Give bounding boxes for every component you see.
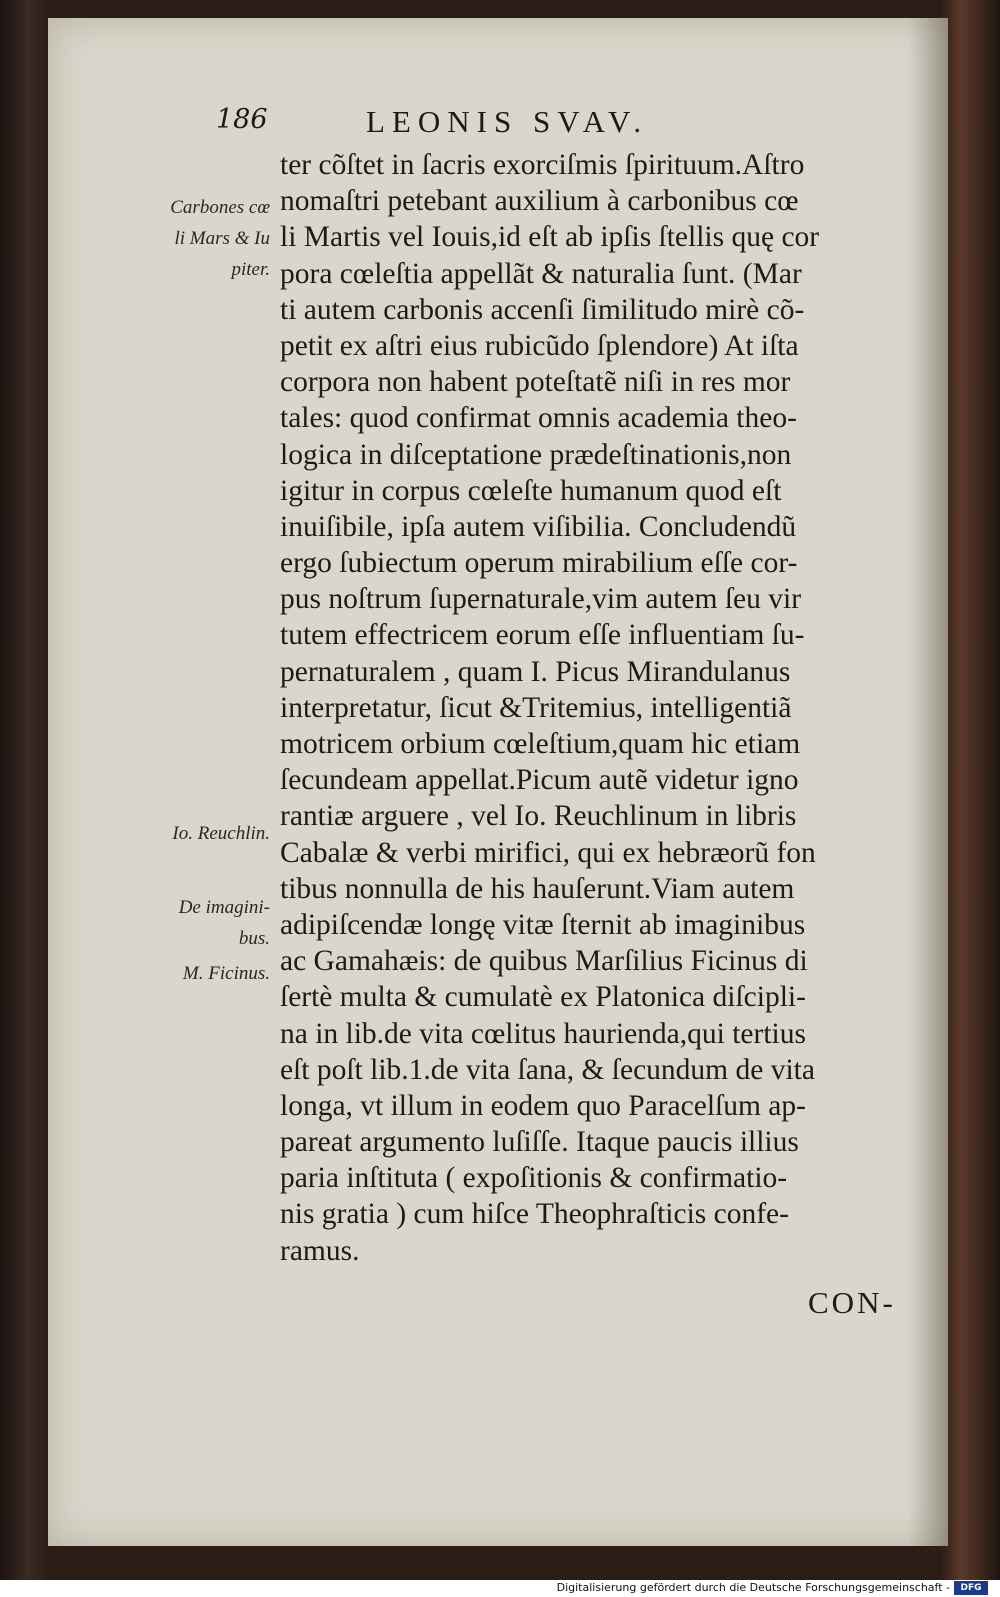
text-line: pareat argumento luſiſſe. Itaque paucis illius — [280, 1126, 799, 1159]
text-line: interpretatur, ſicut &Tritemius, intelligentiã — [280, 691, 792, 724]
text-line: pora cœleſtia appellãt & naturalia ſunt. (Mar — [280, 257, 802, 290]
text-line: na in lib.de vita cœlitus haurienda,qui tertius — [280, 1017, 806, 1050]
page-number: 186 — [216, 104, 268, 135]
margin-note-line: bus. — [238, 928, 270, 949]
text-line: ſecundeam appellat.Picum autẽ videtur igno — [280, 764, 799, 797]
text-line: corpora non habent poteſtatẽ niſi in res mor — [280, 366, 791, 399]
margin-note-reuchlin — [110, 818, 270, 849]
margin-note-line: De imagini- — [178, 897, 270, 918]
text-line: igitur in corpus cœleſte humanum quod eſt — [280, 474, 782, 507]
text-line: pernaturalem , quam I. Picus Mirandulanus — [280, 655, 791, 688]
margin-note-line: Io. Reuchlin. — [172, 823, 270, 844]
margin-note-de-imaginibus — [110, 892, 270, 954]
text-line: motricem orbium cœleſtium,quam hic etiam — [280, 728, 801, 760]
text-line: ter cõſtet in ſacris exorciſmis ſpirituum.Aſtro — [280, 149, 805, 181]
running-head — [216, 104, 776, 144]
margin-note-line: M. Ficinus. — [182, 963, 270, 984]
catchword: CON- — [808, 1285, 896, 1320]
text-line: inuiſibile, ipſa autem viſibilia. Concludendũ — [280, 510, 797, 543]
margin-note-carbones — [110, 192, 270, 285]
margin-note-ficinus — [110, 958, 270, 989]
text-line: logica in diſceptatione prædeſtinationis,non — [280, 438, 792, 471]
text-line: ramus. — [280, 1234, 360, 1267]
text-line: tibus nonnulla de his hauſerunt.Viam autem — [280, 872, 795, 905]
margin-note-line: piter. — [231, 259, 270, 280]
text-line: longa, vt illum in eodem quo Paracelſum ap- — [280, 1089, 806, 1122]
running-title: LEONIS SVAV. — [366, 104, 649, 139]
text-line: li Martis vel Iouis,id eſt ab ipſis ſtellis quę cor — [280, 221, 820, 254]
text-line: eſt poſt lib.1.de vita ſana, & ſecundum de vita — [280, 1053, 815, 1086]
dfg-logo: DFG — [954, 1581, 988, 1595]
text-line: pus noſtrum ſupernaturale,vim autem ſeu vir — [280, 583, 802, 616]
text-line: ergo ſubiectum operum mirabilium eſſe cor- — [280, 547, 798, 580]
text-line: tales: quod confirmat omnis academia theo- — [280, 402, 797, 435]
text-line: adipiſcendæ longę vitæ ſternit ab imaginibus — [280, 908, 806, 941]
text-line: rantiæ arguere , vel Io. Reuchlinum in libris — [280, 800, 797, 833]
book-cover-left-edge — [0, 0, 48, 1580]
margin-note-line: Carbones cœ — [170, 197, 270, 218]
text-line: ac Gamahæis: de quibus Marſilius Ficinus di — [280, 945, 808, 978]
text-line: ti autem carbonis accenſi ſimilitudo mirè cõ- — [280, 293, 805, 326]
text-line: nis gratia ) cum hiſce Theophraſticis confe- — [280, 1198, 789, 1231]
text-line: nomaſtri petebant auxilium à carbonibus cœ — [280, 185, 799, 218]
main-text-block — [280, 147, 920, 1269]
margin-note-line: li Mars & Iu — [174, 228, 270, 249]
text-line: petit ex aſtri eius rubicũdo ſplendore) At iſta — [280, 329, 799, 362]
footer-credit: Digitalisierung gefördert durch die Deutsche Forschungsgemeinschaft - — [556, 1581, 950, 1594]
book-spine-edge — [940, 0, 1000, 1580]
text-line: Cabalæ & verbi mirifici, qui ex hebræorũ fon — [280, 836, 816, 869]
text-line: paria inſtituta ( expoſitionis & confirmatio- — [280, 1162, 788, 1195]
text-line: ſertè multa & cumulatè ex Platonica diſcipli- — [280, 981, 806, 1014]
text-line: tutem effectricem eorum eſſe influentiam ſu- — [280, 619, 805, 652]
